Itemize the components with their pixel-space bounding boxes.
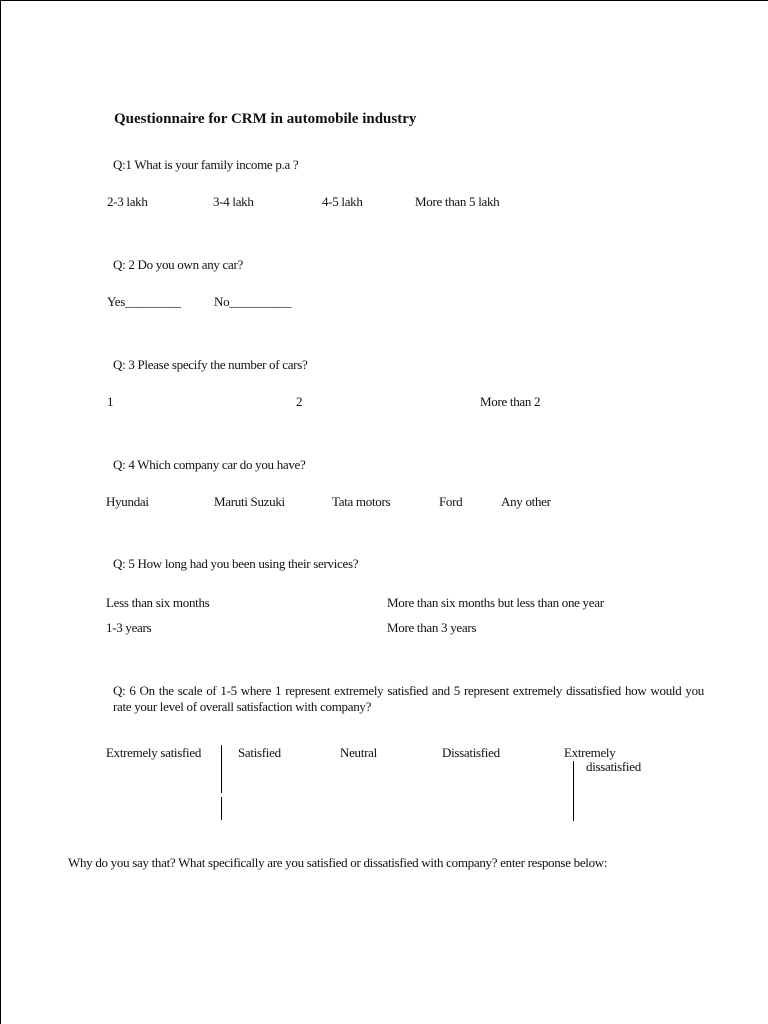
- q3-option-1: 1: [107, 394, 114, 409]
- scale-neutral: Neutral: [340, 745, 377, 760]
- q4-option-maruti: Maruti Suzuki: [214, 494, 285, 509]
- q1-option-4: More than 5 lakh: [415, 194, 500, 209]
- page-title: Questionnaire for CRM in automobile industry: [114, 111, 417, 127]
- question-4: Q: 4 Which company car do you have?: [113, 457, 306, 472]
- q1-option-1: 2-3 lakh: [107, 194, 148, 209]
- scale-extremely-dissatisfied-line2: dissatisfied: [586, 759, 641, 774]
- q3-option-2: 2: [296, 394, 303, 409]
- q5-option-1: Less than six months: [106, 595, 210, 610]
- scale-extremely-satisfied: Extremely satisfied: [106, 745, 202, 760]
- q5-option-2: More than six months but less than one year: [387, 595, 604, 610]
- q4-option-hyundai: Hyundai: [106, 494, 149, 509]
- scale-dissatisfied: Dissatisfied: [442, 745, 500, 760]
- scale-divider-1b: [221, 797, 222, 820]
- q2-option-no: No__________: [214, 294, 292, 309]
- followup-question: Why do you say that? What specifically are you satisfied or dissatisfied with company? enter response below:: [68, 855, 608, 870]
- q4-option-tata: Tata motors: [332, 494, 391, 509]
- q4-option-ford: Ford: [439, 494, 463, 509]
- question-3: Q: 3 Please specify the number of cars?: [113, 357, 308, 372]
- question-2: Q: 2 Do you own any car?: [113, 257, 243, 272]
- q1-option-2: 3-4 lakh: [213, 194, 254, 209]
- q4-option-other: Any other: [501, 494, 551, 509]
- question-5: Q: 5 How long had you been using their services?: [113, 556, 359, 571]
- q1-option-3: 4-5 lakh: [322, 194, 363, 209]
- scale-extremely-dissatisfied-line1: Extremely: [564, 745, 616, 760]
- q5-option-4: More than 3 years: [387, 620, 477, 635]
- question-6: Q: 6 On the scale of 1-5 where 1 represent extremely satisfied and 5 represent extremely dissatisfied how would you rate your level of overall satisfaction with company?: [113, 683, 704, 714]
- q3-option-3: More than 2: [480, 394, 541, 409]
- scale-divider-1: [221, 745, 222, 793]
- scale-divider-2: [573, 761, 574, 821]
- q2-option-yes: Yes_________: [107, 294, 181, 309]
- q5-option-3: 1-3 years: [106, 620, 152, 635]
- question-1: Q:1 What is your family income p.a ?: [113, 157, 299, 172]
- scale-satisfied: Satisfied: [238, 745, 281, 760]
